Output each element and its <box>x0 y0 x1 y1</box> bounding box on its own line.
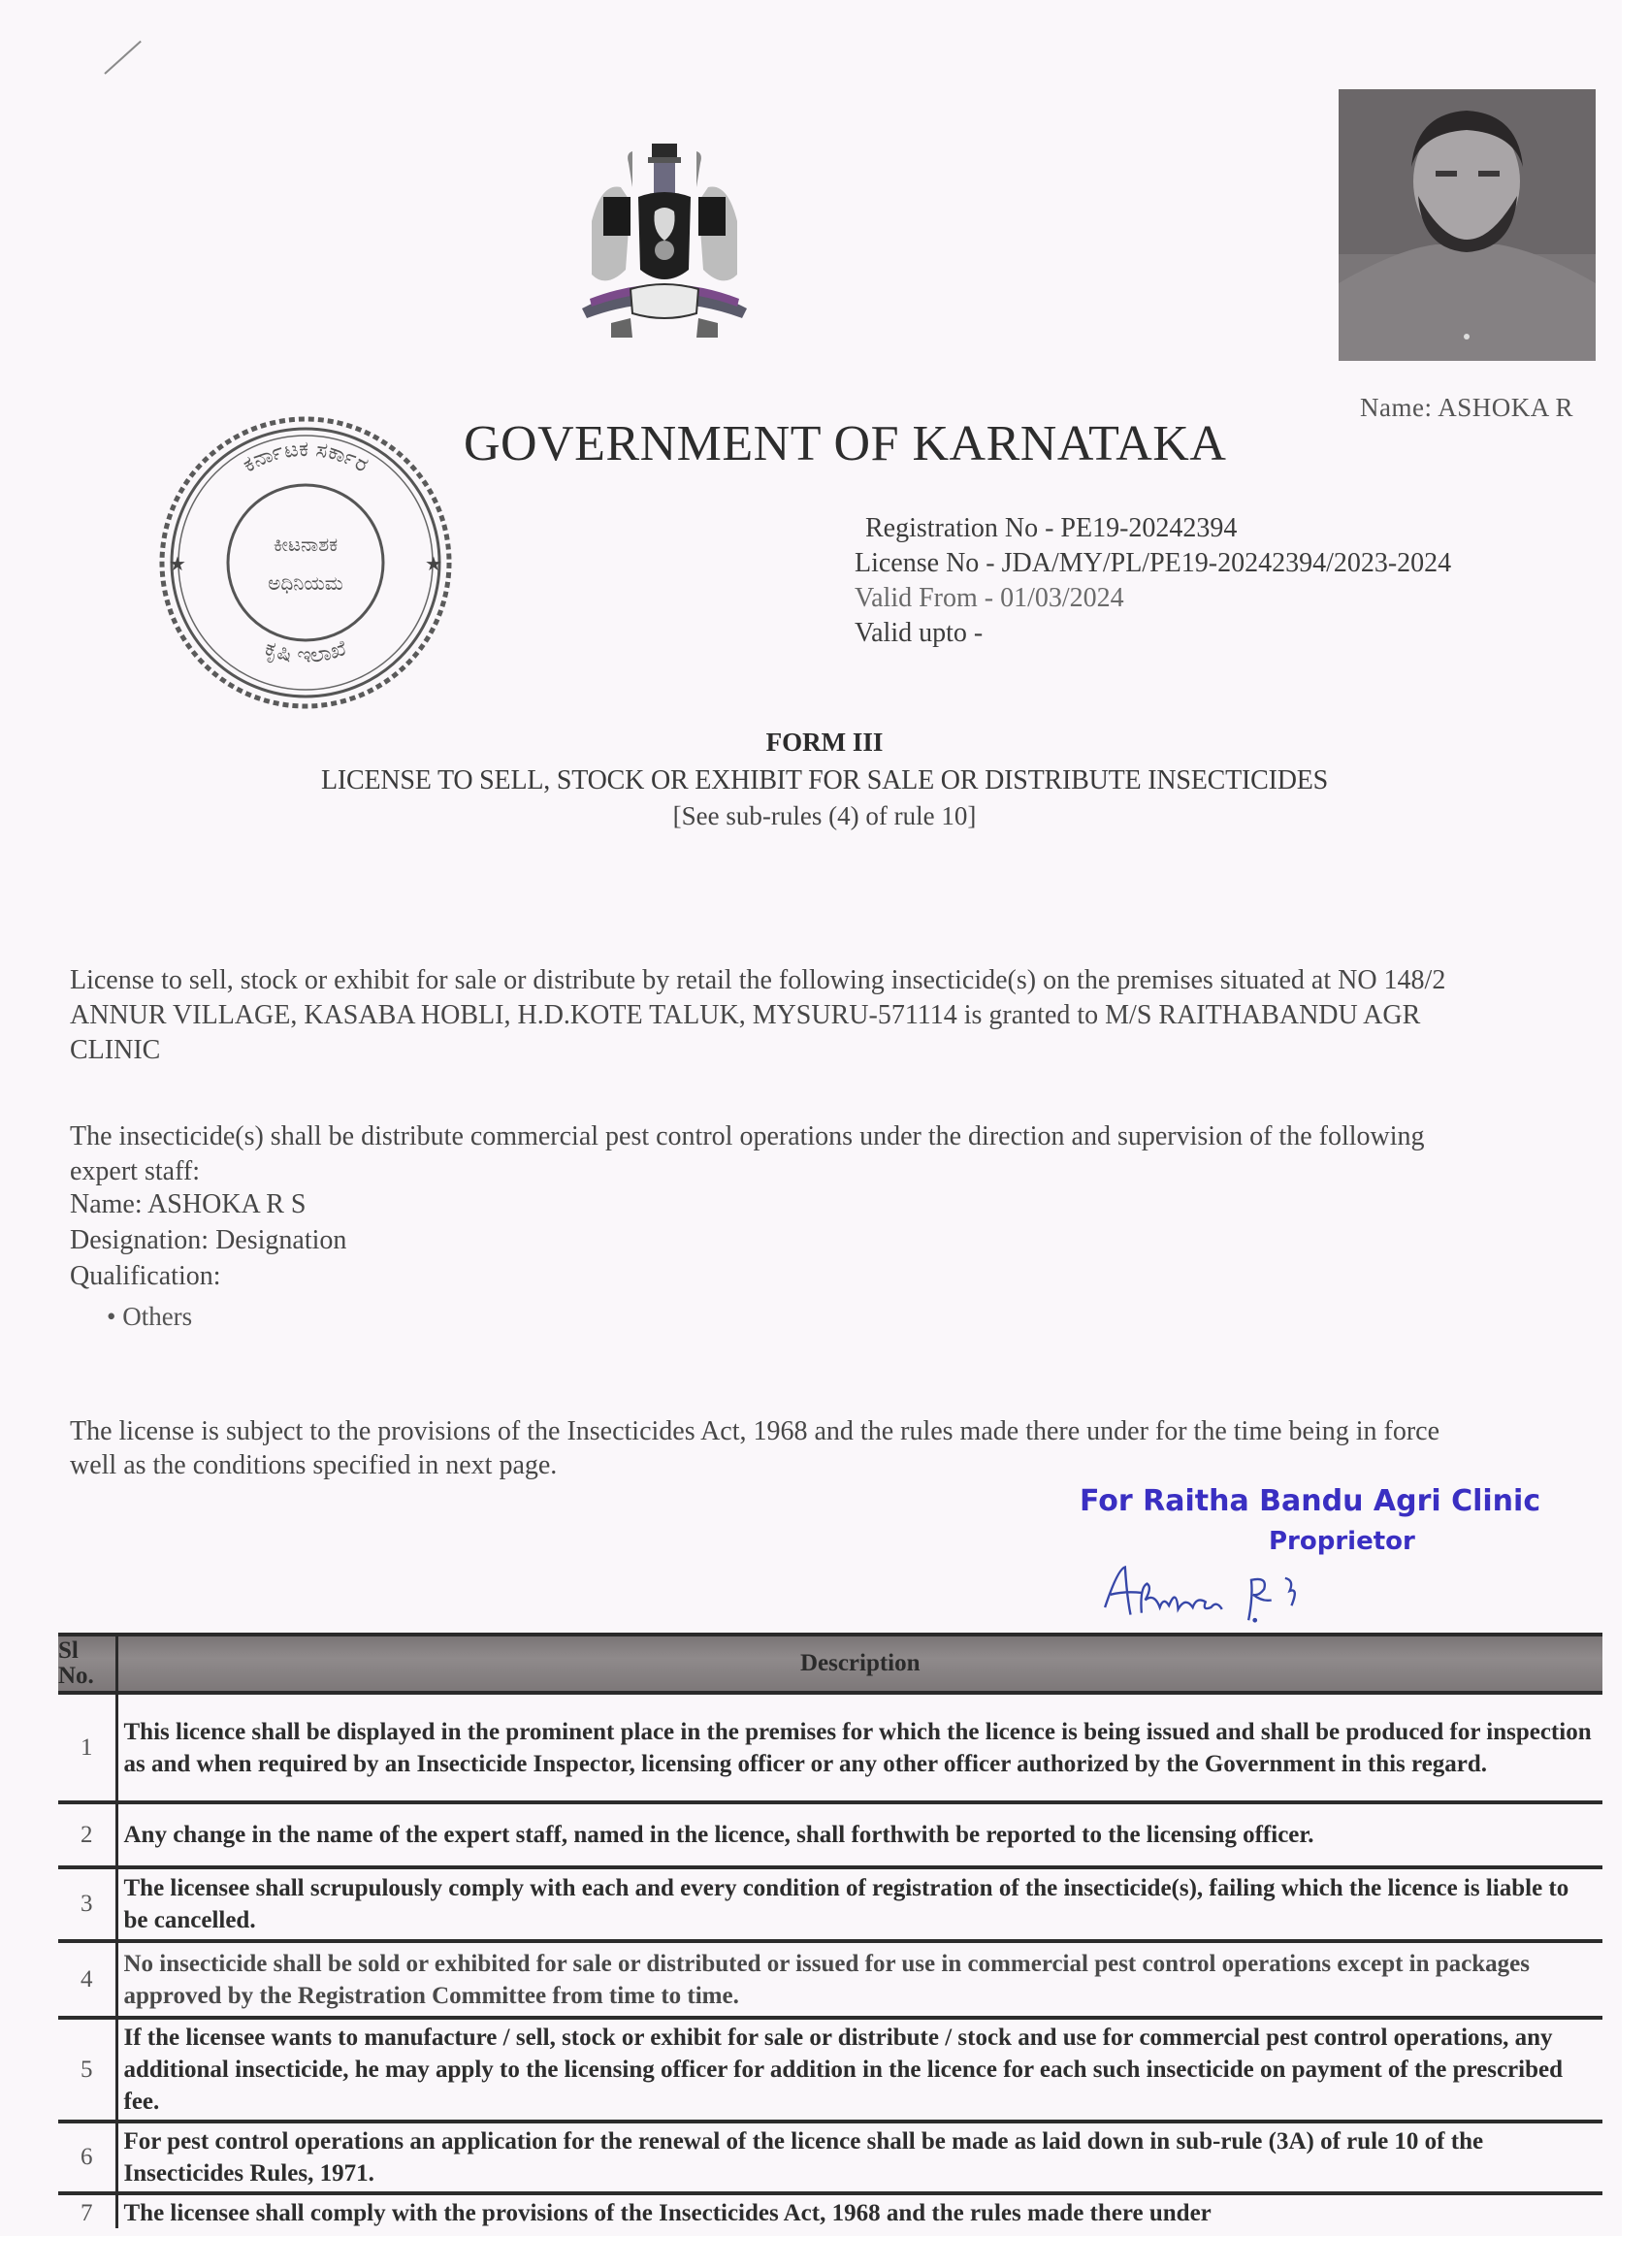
grant-paragraph <box>70 963 1622 1068</box>
applicant-photo <box>1339 89 1596 361</box>
license-number: License No - JDA/MY/PL/PE19-20242394/2023-2024 <box>855 548 1452 578</box>
pen-mark <box>104 41 141 75</box>
provision-line: The license is subject to the provisions of the Insecticides Act, 1968 and the rules made there under for the time being in force <box>70 1416 1440 1446</box>
grant-line: CLINIC <box>70 1035 161 1065</box>
seal-inner-line2: ಅಧಿನಿಯಮ <box>268 571 343 595</box>
seal-inner-line1: ಕೀಟನಾಶಕ <box>273 533 339 556</box>
staff-name: Name: ASHOKA R S <box>70 1189 307 1219</box>
seal-star-icon: ★ <box>169 554 186 575</box>
form-subtitle: LICENSE TO SELL, STOCK OR EXHIBIT FOR SALE OR DISTRIBUTE INSECTICIDES <box>320 765 1329 795</box>
valid-from: Valid From - 01/03/2024 <box>855 583 1124 613</box>
conditions-table <box>58 1633 1602 2228</box>
valid-upto: Valid upto - <box>855 618 984 648</box>
row-sl-no: 4 <box>58 1941 116 2018</box>
qualification-item <box>107 1302 192 1332</box>
row-sl-no: 1 <box>58 1693 116 1802</box>
table-row-cut-off <box>58 2195 1602 2228</box>
staff-designation: Designation: Designation <box>70 1225 347 1255</box>
table-row <box>58 1941 1602 2018</box>
proprietor-rubber-stamp: Proprietor <box>1269 1527 1415 1556</box>
firm-rubber-stamp: For Raitha Bandu Agri Clinic <box>1080 1484 1541 1518</box>
column-header-description: Description <box>116 1635 1602 1693</box>
seal-text-bottom: ಕೃಷಿ ಇಲಾಖೆ <box>261 635 350 668</box>
handwritten-signature <box>1091 1560 1314 1624</box>
form-rule-reference: [See sub-rules (4) of rule 10] <box>672 801 977 830</box>
karnataka-emblem-icon <box>572 144 757 347</box>
grant-line: ANNUR VILLAGE, KASABA HOBLI, H.D.KOTE TALUK, MYSURU-571114 is granted to M/S RAITHABANDU AGR <box>70 1000 1421 1030</box>
table-header-row <box>58 1635 1602 1693</box>
qualification-text: Others <box>122 1302 193 1331</box>
registration-number: Registration No - PE19-20242394 <box>865 513 1238 543</box>
table-row <box>58 2018 1602 2122</box>
row-sl-no: 7 <box>58 2195 116 2228</box>
row-description: Any change in the name of the expert staff, named in the licence, shall forthwith be reported to the licensing officer. <box>116 1802 1602 1867</box>
form-title: FORM III <box>765 728 884 757</box>
row-sl-no: 6 <box>58 2122 116 2193</box>
table-row <box>58 1802 1602 1867</box>
provision-line: well as the conditions specified in next page. <box>70 1450 558 1480</box>
supervision-line: The insecticide(s) shall be distribute commercial pest control operations under the direction and supervision of the following <box>70 1121 1425 1151</box>
supervision-line: expert staff: <box>70 1156 200 1186</box>
photo-caption: Name: ASHOKA R <box>1360 393 1574 422</box>
table-row <box>58 1867 1602 1941</box>
department-seal <box>153 415 459 711</box>
row-description: The licensee shall comply with the provisions of the Insecticides Act, 1968 and the rules made there under <box>123 2200 1212 2226</box>
page-title: GOVERNMENT OF KARNATAKA <box>464 416 1227 471</box>
row-description: The licensee shall scrupulously comply with each and every condition of registration of the insecticide(s), failing which the licence is liable to be cancelled. <box>116 1867 1602 1941</box>
svg-text:ಕರ್ನಾಟಕ ಸರ್ಕಾರ <box>239 437 372 477</box>
provisions-paragraph <box>70 1414 1622 1482</box>
staff-qualification-label: Qualification: <box>70 1261 221 1291</box>
row-description: For pest control operations an application for the renewal of the licence shall be made as laid down in sub-rule (3A) of rule 10 of the Insecticides Rules, 1971. <box>116 2122 1602 2193</box>
grant-line: License to sell, stock or exhibit for sale or distribute by retail the following insecticide(s) on the premises situated at NO 148/2 <box>70 965 1446 995</box>
seal-text-top: ಕರ್ನಾಟಕ ಸರ್ಕಾರ <box>239 437 372 478</box>
row-sl-no: 3 <box>58 1867 116 1941</box>
row-description: If the licensee wants to manufacture / sell, stock or exhibit for sale or distribute / stock and use for commercial pest control operations, any additional insecticide, he may apply to the licensing officer for addition in the licence for each such insecticide on payment of the prescribed fee. <box>116 2018 1602 2122</box>
table-row <box>58 1693 1602 1802</box>
row-sl-no: 2 <box>58 1802 116 1867</box>
row-description: No insecticide shall be sold or exhibited for sale or distributed or issued for use in commercial pest control operations except in packages approved by the Registration Committee from time to time. <box>116 1941 1602 2018</box>
row-description: This licence shall be displayed in the prominent place in the premises for which the licence is being issued and shall be produced for inspection as and when required by an Insecticide Inspector, licensing officer or any other officer authorized by the Government in this regard. <box>116 1693 1602 1802</box>
row-sl-no: 5 <box>58 2018 116 2122</box>
column-header-sl-no: Sl No. <box>58 1635 116 1693</box>
seal-star-icon: ★ <box>425 554 442 575</box>
bullet-icon: • <box>107 1302 123 1331</box>
table-row <box>58 2122 1602 2193</box>
supervision-paragraph <box>70 1119 1622 1189</box>
